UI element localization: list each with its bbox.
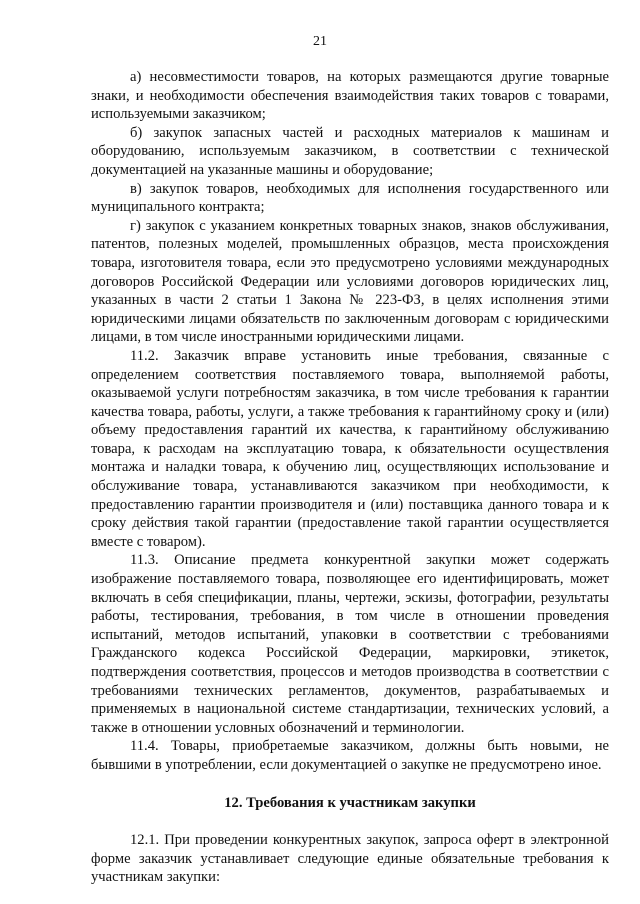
paragraph-11-1-a: а) несовместимости товаров, на которых размещаются другие товарные знаки, и необходимости обеспечения взаимодействия таких товаров с товарами, используемыми заказчиком; [91,69,609,123]
section-heading: 12. Требования к участникам закупки [224,794,476,811]
paragraph-11-1-c: в) закупок товаров, необходимых для исполнения государственного или муниципального контракта; [91,180,609,216]
paragraph-12-1: 12.1. При проведении конкурентных закупок, запроса оферт в электронной форме заказчик устанавливает следующие единые обязательные требования к участникам закупки: [91,832,609,886]
paragraph-11-3: 11.3. Описание предмета конкурентной закупки может содержать изображение поставляемого товара, позволяющее его идентифицировать, может включать в себя спецификации, планы, чертежи, эскизы, фотографии, результаты работы, тестирования, требования, в том числе в отношении проведения испытаний, методов испытаний, упаковки в соответствии с требованиями Гражданского кодекса Российской Федерации, маркировки, этикеток, подтверждения соответствия, процессов и методов производства в соответствии с требованиями технических регламентов, документов, разрабатываемых и применяемых в национальной системе стандартизации, технических условий, а также в отношении условных обозначений и терминологии. [91,552,609,736]
paragraph-11-2: 11.2. Заказчик вправе установить иные требования, связанные с определением соответствия поставляемого товара, выполняемой работы, оказываемой услуги потребностям заказчика, в том числе требования к гарантии качества товара, работы, услуги, а также требования к гарантийному сроку и (или) объему предоставления гарантий их качества, к гарантийному обслуживанию товара, к расходам на эксплуатацию товара, к обязательности осуществления монтажа и наладки товара, к обучению лиц, осуществляющих использование и обслуживание товара, устанавливаются заказчиком при необходимости, к предоставлению гарантии производителя и (или) поставщика данного товара и к сроку действия такой гарантии (предоставление такой гарантии осуществляется вместе с товаром). [91,347,609,550]
paragraph-11-1-d: г) закупок с указанием конкретных товарных знаков, знаков обслуживания, патентов, полезных моделей, промышленных образцов, места происхождения товара, изготовителя товара, если это предусмотрено условиями международных договоров Российской Федерации или условиями договоров юридических лиц, указанных в части 2 статьи 1 Закона № 223-ФЗ, в целях исполнения этими юридическими лицами обязательств по заключенным договорам с юридическими лицами, в том числе иностранными юридическими лицами. [91,217,609,346]
paragraph-11-4: 11.4. Товары, приобретаемые заказчиком, должны быть новыми, не бывшими в употреблении, если документацией о закупке не предусмотрено иное. [91,738,609,773]
paragraph-11-1-b: б) закупок запасных частей и расходных материалов к машинам и оборудованию, используемым заказчиком, в соответствии с технической документацией на указанные машины и оборудование; [91,124,609,178]
page-number: 21 [313,34,327,49]
document-body [91,68,609,887]
